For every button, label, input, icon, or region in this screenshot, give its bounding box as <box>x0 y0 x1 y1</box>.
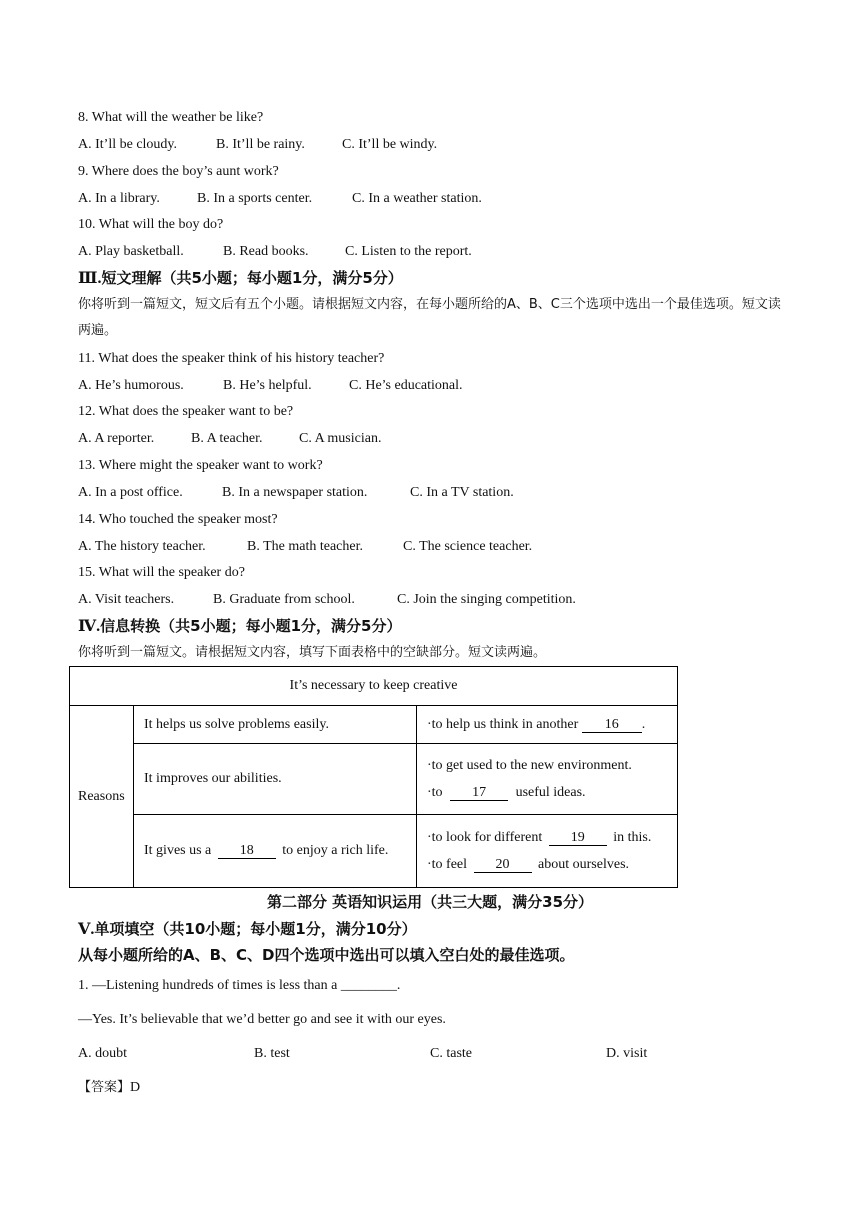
table-cell: It improves our abilities. <box>134 744 417 815</box>
blank-20[interactable]: 20 <box>474 857 532 873</box>
question-9-options <box>78 190 482 208</box>
table-cell: ·to look for different 19 in this. ·to feel 20 about ourselves. <box>417 815 678 888</box>
table-cell: ·to get used to the new environment. ·to 17 useful ideas. <box>417 744 678 815</box>
question-14-options <box>78 538 532 556</box>
question-15: 15. What will the speaker do? <box>78 565 245 580</box>
question-12: 12. What does the speaker want to be? <box>78 404 294 419</box>
mc-question-1-reply: —Yes. It’s believable that we’d better go and see it with our eyes. <box>78 1012 446 1027</box>
option-c: C. The science teacher. <box>403 539 533 554</box>
mc-question-1-options <box>78 1045 647 1063</box>
option-a: A. A reporter. <box>78 431 155 446</box>
question-8: 8. What will the weather be like? <box>78 110 264 125</box>
question-10-options <box>78 243 472 261</box>
table-row-header: Reasons <box>70 706 134 888</box>
section-3-heading: Ⅲ.短文理解（共5小题；每小题1分，满分5分） <box>78 269 403 287</box>
question-8-options <box>78 136 437 154</box>
option-c: C. In a weather station. <box>352 191 482 206</box>
option-b: B. A teacher. <box>191 431 263 446</box>
question-13-options <box>78 484 514 502</box>
info-table <box>69 666 678 888</box>
option-b: B. In a newspaper station. <box>222 485 368 500</box>
question-12-options <box>78 430 381 448</box>
option-c: C. Join the singing competition. <box>397 592 576 607</box>
option-c: C. Listen to the report. <box>345 244 472 259</box>
question-9: 9. Where does the boy’s aunt work? <box>78 164 279 179</box>
answer-line <box>78 1079 140 1097</box>
option-d: D. visit <box>606 1046 648 1061</box>
section-5-heading: Ⅴ.单项填空（共10小题；每小题1分，满分10分） <box>78 920 417 938</box>
blank-19[interactable]: 19 <box>549 830 607 846</box>
option-b: B. Graduate from school. <box>213 592 355 607</box>
option-b: B. Read books. <box>223 244 309 259</box>
table-cell: ·to help us think in another 16 . <box>417 706 678 744</box>
option-a: A. In a library. <box>78 191 160 206</box>
option-b: B. It’ll be rainy. <box>216 137 305 152</box>
option-c: C. taste <box>430 1046 472 1061</box>
part-2-title: 第二部分 英语知识运用（共三大题，满分35分） <box>266 893 594 911</box>
option-b: B. He’s helpful. <box>223 378 312 393</box>
option-a: A. doubt <box>78 1046 127 1061</box>
question-11-options <box>78 377 463 395</box>
option-a: A. It’ll be cloudy. <box>78 137 178 152</box>
table-title: It’s necessary to keep creative <box>70 667 678 706</box>
question-14: 14. Who touched the speaker most? <box>78 512 278 527</box>
option-c: C. In a TV station. <box>410 485 514 500</box>
blank-16[interactable]: 16 <box>582 717 642 733</box>
option-a: A. Visit teachers. <box>78 592 175 607</box>
option-c: C. He’s educational. <box>349 378 463 393</box>
section-4-instruction: 你将听到一篇短文。请根据短文内容，填写下面表格中的空缺部分。短文读两遍。 <box>78 645 547 660</box>
question-10: 10. What will the boy do? <box>78 217 224 232</box>
question-15-options <box>78 591 576 609</box>
option-a: A. In a post office. <box>78 485 183 500</box>
option-b: B. In a sports center. <box>197 191 313 206</box>
section-4-heading: Ⅳ.信息转换（共5小题；每小题1分，满分5分） <box>78 617 402 635</box>
section-5-subtitle: 从每小题所给的A、B、C、D四个选项中选出可以填入空白处的最佳选项。 <box>78 946 575 964</box>
option-a: A. He’s humorous. <box>78 378 184 393</box>
section-3-instruction: 你将听到一篇短文，短文后有五个小题。请根据短文内容，在每小题所给的A、B、C三个选项中选出一个最佳选项。短文读两遍。 <box>78 297 781 338</box>
blank-18[interactable]: 18 <box>218 843 276 859</box>
question-13: 13. Where might the speaker want to work? <box>78 458 323 473</box>
option-c: C. A musician. <box>299 431 382 446</box>
option-b: B. The math teacher. <box>247 539 363 554</box>
answer-value: D <box>130 1080 141 1095</box>
question-11: 11. What does the speaker think of his history teacher? <box>78 351 385 366</box>
blank-17[interactable]: 17 <box>450 785 508 801</box>
option-c: C. It’ll be windy. <box>342 137 438 152</box>
mc-question-1: 1. —Listening hundreds of times is less than a ________. <box>78 978 401 993</box>
option-a: A. Play basketball. <box>78 244 184 259</box>
option-b: B. test <box>254 1046 290 1061</box>
answer-label: 【答案】 <box>78 1080 131 1095</box>
table-cell: It gives us a 18 to enjoy a rich life. <box>134 815 417 888</box>
option-a: A. The history teacher. <box>78 539 206 554</box>
table-cell: It helps us solve problems easily. <box>134 706 417 744</box>
